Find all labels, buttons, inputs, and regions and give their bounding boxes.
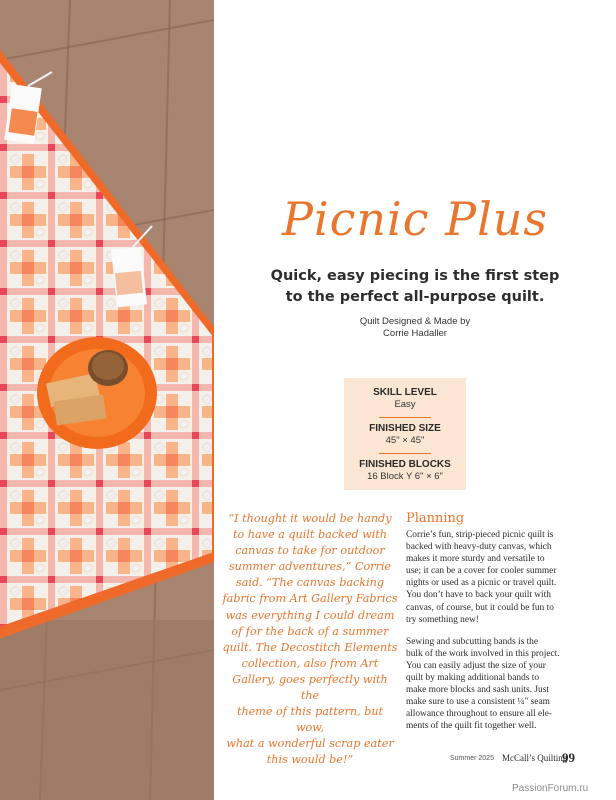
planning-paragraph [406,636,580,733]
page-title: Picnic Plus [281,192,549,246]
body-line: Corrie’s fun, strip-pieced picnic quilt is [406,530,554,540]
body-line: canvas, of course, but it could be fun to [406,602,554,613]
body-line: quilt by making additional bands to [406,673,540,684]
designer-credit [214,316,616,340]
quote-line: “I thought it would be handy [228,512,392,525]
page-number: 99 [562,750,575,765]
finished-size-value: 45" × 45" [385,435,425,446]
quote-line: of for the back of a summer [231,624,389,638]
credit-line: Quilt Designed & Made by [359,316,471,327]
body-line: try something new! [406,614,479,625]
skill-level-value: Easy [394,399,416,410]
body-line: backed with heavy-duty canvas, which [406,542,552,553]
finished-size-label: FINISHED SIZE [369,423,441,434]
quote-line: this would be!” [266,753,354,767]
body-line: nights or used as a picnic or travel quilt. [406,578,557,589]
finished-blocks-label: FINISHED BLOCKS [359,459,451,470]
quote-line: fabric from Art Gallery Fabrics [222,592,398,606]
quote-line: quilt. The Decostitch Elements [222,640,398,654]
quote-line: Gallery, goes perfectly with the [232,672,388,703]
quote-line: what a wonderful scrap eater [226,737,394,751]
quote-line: was everything I could dream [225,608,395,622]
quilt-photo [0,0,214,800]
quote-line: canvas to take for outdoor [235,544,385,558]
subtitle-line: to the perfect all-purpose quilt. [285,289,545,305]
divider [379,417,431,418]
body-line: bulk of the work involved in this project. [406,648,560,659]
planning-paragraph [406,529,580,626]
footer-magazine: McCall’s Quilting [502,753,568,763]
body-line: allowance throughout to ensure all ele- [406,709,553,720]
quote-line: summer adventures,” Corrie [228,560,392,574]
body-line: make sure to use a consistent ¼" seam [406,697,550,708]
planning-heading: Planning [406,511,465,526]
body-line: makes it more sturdy and versatile to [406,554,545,565]
quote-line: theme of this pattern, but wow, [236,705,384,735]
body-line: Sewing and subcutting bands is the [406,636,539,647]
planning-body [406,529,580,733]
quote-line: said. “The canvas backing [235,576,385,590]
subtitle-line: Quick, easy piecing is the first step [270,268,560,284]
footer-issue: Summer 2025 [450,755,494,762]
body-line: You can easily adjust the size of your [406,660,546,671]
credit-line: Corrie Hadaller [383,328,447,339]
subtitle [214,266,616,308]
watermark: PassionForum.ru [512,783,589,794]
specs-box [344,378,466,490]
pull-quote [222,511,398,769]
body-line: make more blocks and sash units. Just [406,685,549,696]
body-line: ments of the quilt fit together well. [406,721,537,732]
finished-blocks-value: 16 Block Y 6" × 6" [367,471,443,482]
quote-line: to have a quilt backed with [232,528,388,542]
body-line: use; it can be a cover for cooler summer [406,566,557,577]
quote-line: collection, also from Art [241,656,379,670]
body-line: You don’t have to back your quilt with [406,590,551,601]
skill-level-label: SKILL LEVEL [373,387,437,398]
divider [379,453,431,454]
